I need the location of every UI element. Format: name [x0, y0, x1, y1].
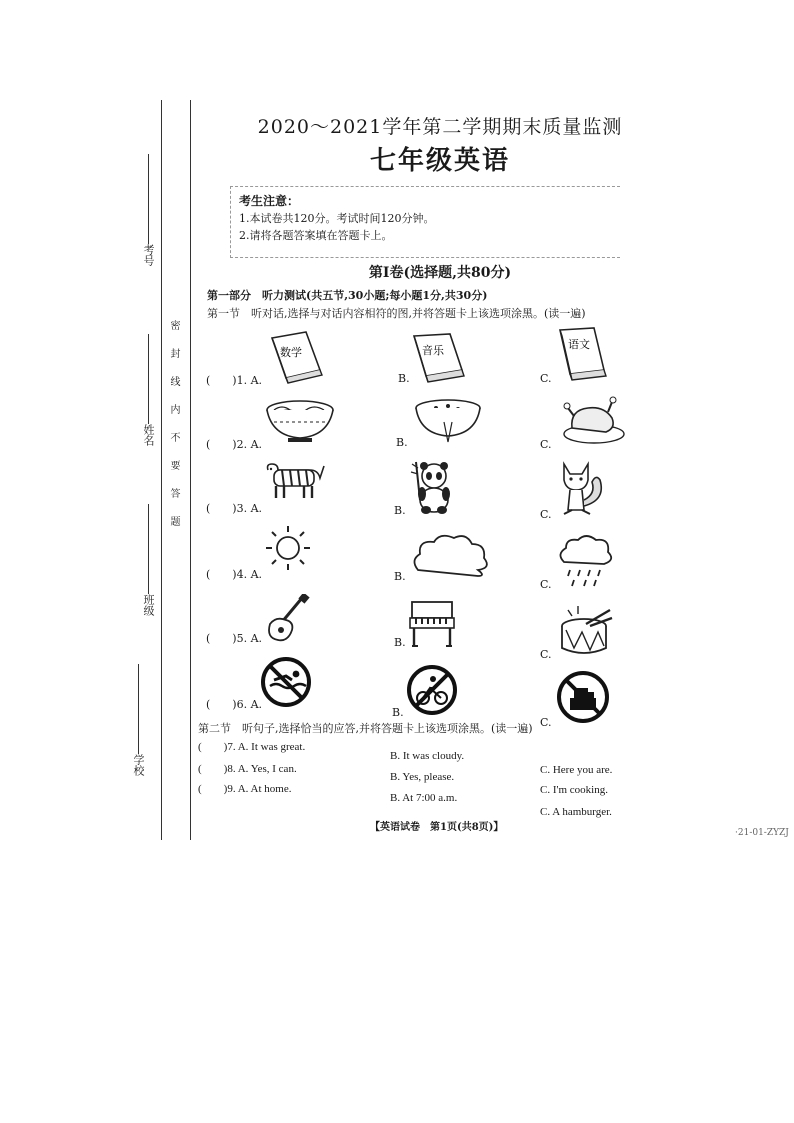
no-cycling-icon — [406, 664, 458, 716]
question-number: ( )6. A. — [206, 698, 263, 711]
no-littering-icon — [556, 670, 610, 724]
drum-icon — [556, 604, 614, 658]
option-c-label: C. — [540, 578, 552, 591]
noodles-bowl-icon — [264, 398, 336, 444]
tiger-icon — [262, 460, 326, 500]
class-field — [140, 500, 156, 616]
option-c-label: C. — [540, 648, 552, 661]
option-c-label: C. — [540, 508, 552, 521]
question-9-option-b: B. At 7:00 a.m. — [390, 792, 458, 804]
question-number: ( )3. A. — [206, 502, 263, 515]
school-field — [130, 660, 146, 776]
question-7-option-a: ( )7. A. It was great. — [198, 741, 306, 753]
option-c-label: C. — [540, 716, 552, 729]
option-c-label: C. — [540, 438, 552, 451]
subsection-heading: 第一节 听对话,选择与对话内容相符的图,并将答题卡上该选项涂黑。(读一遍) — [207, 307, 586, 320]
school-label: 学校 — [132, 754, 145, 776]
question-9-option-c: C. A hamburger. — [540, 806, 612, 818]
question-number: ( )2. A. — [206, 438, 263, 451]
chinese-book-icon — [556, 326, 612, 384]
subsection-heading: 第二节 听句子,选择恰当的应答,并将答题卡上该选项涂黑。(读一遍) — [198, 722, 533, 735]
porridge-bowl-icon — [412, 398, 484, 446]
roast-chicken-icon — [560, 394, 626, 446]
question-7-option-c: C. Here you are. — [540, 764, 613, 776]
option-b-label: B. — [392, 706, 404, 719]
notice-item: 2.请将各题答案填在答题卡上。 — [239, 229, 393, 242]
exam-no-label: 考号 — [142, 244, 155, 266]
binding-line-outer — [161, 100, 162, 840]
no-swimming-icon — [260, 656, 312, 708]
page-footer: 【英语试卷 第1页(共8页)】 — [370, 822, 504, 833]
exam-subject: 七年级英语 — [369, 146, 510, 176]
notice-box — [230, 186, 620, 258]
name-label: 姓名 — [142, 424, 155, 446]
notice-item: 1.本试卷共120分。考试时间120分钟。 — [239, 212, 435, 225]
exam-no-field — [140, 150, 156, 266]
question-number: ( )4. A. — [206, 568, 263, 581]
option-c-label: C. — [540, 372, 552, 385]
question-9-option-a: ( )9. A. At home. — [198, 783, 292, 795]
section-title: 第Ⅰ卷(选择题,共80分) — [368, 265, 512, 281]
book-label: 数学 — [280, 346, 302, 359]
question-7-option-b: B. It was cloudy. — [390, 750, 465, 762]
option-b-label: B. — [394, 636, 406, 649]
sun-icon — [262, 522, 314, 574]
question-8-option-a: ( )8. A. Yes, I can. — [198, 763, 297, 775]
part-heading: 第一部分 听力测试(共五节,30小题;每小题1分,共30分) — [207, 289, 488, 302]
binding-line-inner — [190, 100, 191, 840]
music-book-icon — [410, 330, 470, 386]
math-book-icon — [266, 330, 326, 386]
panda-icon — [410, 460, 454, 514]
cloud-icon — [408, 530, 492, 580]
question-8-option-c: C. I'm cooking. — [540, 784, 608, 796]
book-label: 语文 — [568, 338, 590, 351]
exam-title: 2020～2021学年第二学期期末质量监测 — [257, 116, 623, 138]
piano-icon — [404, 598, 460, 650]
question-8-option-b: B. Yes, please. — [390, 771, 455, 783]
fox-icon — [556, 460, 608, 516]
option-b-label: B. — [396, 436, 408, 449]
option-b-label: B. — [394, 570, 406, 583]
class-label: 班级 — [142, 594, 155, 616]
option-b-label: B. — [394, 504, 406, 517]
book-label: 音乐 — [422, 344, 444, 357]
name-field — [140, 330, 156, 446]
question-number: ( )5. A. — [206, 632, 263, 645]
rain-cloud-icon — [556, 534, 614, 588]
seal-line-text: 密封线内不要答题 — [168, 320, 179, 544]
guitar-icon — [262, 594, 314, 644]
notice-heading: 考生注意： — [239, 194, 300, 208]
exam-code: ·21-01-ZYZJ — [735, 828, 789, 838]
question-number: ( )1. A. — [206, 374, 263, 387]
option-b-label: B. — [398, 372, 410, 385]
